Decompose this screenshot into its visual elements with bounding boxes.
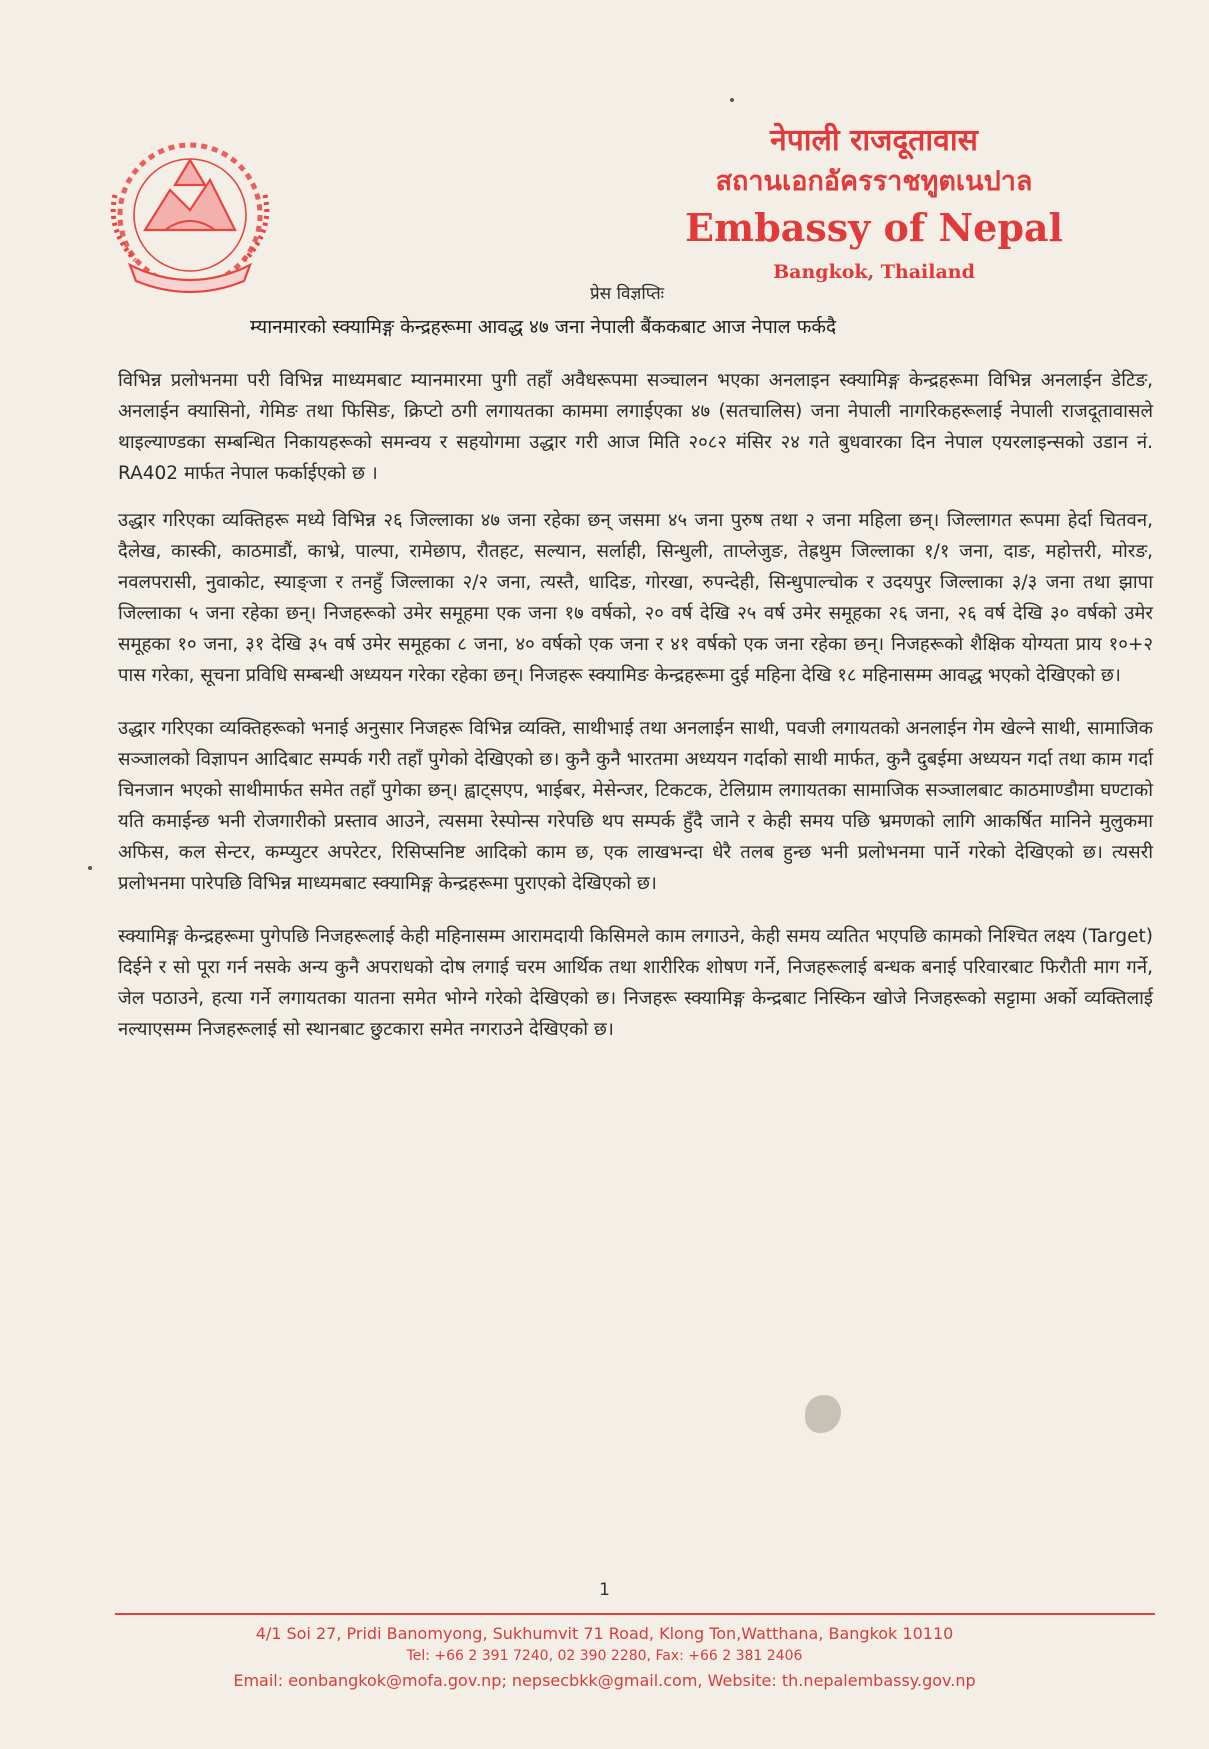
body-paragraph: स्क्यामिङ्ग केन्द्रहरूमा पुगेपछि निजहरूलाई केही महिनासम्म आरामदायी किसिमले काम लगाउने, केही समय व्यतित भएपछि कामको निश्चित लक्ष्य (Target) दिईने र सो पूरा गर्न नसके अन्य कुनै अपराधको दोष लगाई चरम आर्थिक तथा शारीरिक शोषण गर्ने, निजहरूलाई बन्धक बनाई परिवारबाट फिरौती माग गर्ने, जेल पठाउने, हत्या गर्ने लगायतका यातना समेत भोग्ने गरेको देखिएको छ। निजहरू स्क्यामिङ्ग केन्द्रबाट निस्किन खोजे निजहरूको सट्टामा अर्को व्यक्तिलाई नल्याएसम्म निजहरूलाई सो स्थानबाट छुटकारा समेत नगराउने देखिएको छ। (118, 926, 1153, 1040)
press-release-title: म्यानमारको स्क्यामिङ्ग केन्द्रहरूमा आवद्ध ४७ जना नेपाली बैंककबाट आज नेपाल फर्कदै (250, 316, 837, 338)
ink-smudge (805, 1395, 841, 1433)
body-paragraph: विभिन्न प्रलोभनमा परी विभिन्न माध्यमबाट म्यानमारमा पुगी तहाँ अवैधरूपमा सञ्चालन भएका अनलाइन स्क्यामिङ्ग केन्द्रहरूमा विभिन्न अनलाईन डेटिङ, अनलाईन क्यासिनो, गेमिङ तथा फिसिङ, क्रिप्टो ठगी लगायतका काममा लगाईएका ४७ (सतचालिस) जना नेपाली नागरिकहरूलाई नेपाली राजदूतावासले थाइल्याण्डका सम्बन्धित निकायहरूको समन्वय र सहयोगमा उद्धार गरी आज मिति २०८२ मंसिर २४ गते बुधवारका दिन नेपाल एयरलाइन्सको उडान नं. RA402 मार्फत नेपाल फर्काईएको छ । (118, 370, 1153, 484)
embassy-name-english: Embassy of Nepal (685, 205, 1063, 250)
paper-speck (730, 98, 734, 102)
embassy-city: Bangkok, Thailand (773, 261, 975, 283)
footer-divider (115, 1613, 1155, 1615)
footer-contact: Email: eonbangkok@mofa.gov.np; nepsecbkk@gmail.com, Website: th.nepalembassy.gov.np (233, 1671, 976, 1690)
footer-phone: Tel: +66 2 391 7240, 02 390 2280, Fax: +66 2 381 2406 (406, 1648, 803, 1664)
letterhead (634, 120, 1114, 286)
body-paragraph: उद्धार गरिएका व्यक्तिहरू मध्ये विभिन्न २६ जिल्लाका ४७ जना रहेका छन् जसमा ४५ जना पुरुष तथा २ जना महिला छन्। जिल्लागत रूपमा हेर्दा चितवन, दैलेख, कास्की, काठमाडौं, काभ्रे, पाल्पा, रामेछाप, रौतहट, सल्यान, सर्लाही, सिन्धुली, ताप्लेजुङ, तेह्रथुम जिल्लाका १/१ जना, दाङ, महोत्तरी, मोरङ, नवलपरासी, नुवाकोट, स्याङ्जा र तनहुँ जिल्लाका २/२ जना, त्यस्तै, धादिङ, गोरखा, रुपन्देही, सिन्धुपाल्चोक र उदयपुर जिल्लाका ३/३ जना तथा झापा जिल्लाका ५ जना रहेका छन्। निजहरूको उमेर समूहमा एक जना १७ वर्षको, २० वर्ष देखि २५ वर्ष उमेर समूहका २६ जना, २६ वर्ष देखि ३० वर्षको उमेर समूहका १० जना, ३१ देखि ३५ वर्ष उमेर समूहका ८ जना, ४० वर्षको एक जना र ४१ वर्षको एक जना रहेका छन्। निजहरूको शैक्षिक योग्यता प्राय १०+२ पास गरेका, सूचना प्रविधि सम्बन्धी अध्ययन गरेका रहेका छन्। निजहरू स्क्यामिङ केन्द्रहरूमा दुई महिना देखि १८ महिनासम्म आवद्ध भएको देखिएको छ। (118, 510, 1153, 686)
body-paragraph: उद्धार गरिएका व्यक्तिहरूको भनाई अनुसार निजहरू विभिन्न व्यक्ति, साथीभाई तथा अनलाईन साथी, पवजी लगायतको अनलाईन गेम खेल्ने साथी, सामाजिक सञ्जालको विज्ञापन आदिबाट सम्पर्क गरी तहाँ पुगेको देखिएको छ। कुनै कुनै भारतमा अध्ययन गर्दाको साथी मार्फत, कुनै दुबईमा अध्ययन गर्दा तथा काम गर्दा चिनजान भएको साथीमार्फत समेत तहाँ पुगेका छन्। ह्वाट्सएप, भाईबर, मेसेन्जर, टिकटक, टेलिग्राम लगायतका सामाजिक सञ्जालबाट काठमाण्डौमा घण्टाको यति कमाईन्छ भनी रोजगारीको प्रस्ताव आउने, त्यसमा रेस्पोन्स गरेपछि थप सम्पर्क हुँदै जाने र केही समय पछि भ्रमणको लागि आकर्षित मानिने मुलुकमा अफिस, कल सेन्टर, कम्प्युटर अपरेटर, रिसिप्सनिष्ट आदिको काम छ, एक लाखभन्दा धेरै तलब हुन्छ भनी प्रलोभनमा पार्ने गरेको देखिएको छ। त्यसरी प्रलोभनमा पारेपछि विभिन्न माध्यमबाट स्क्यामिङ्ग केन्द्रहरूमा पुराएको देखिएको छ। (118, 718, 1153, 894)
embassy-name-nepali: नेपाली राजदूतावास (770, 123, 978, 158)
footer (0, 1622, 1209, 1696)
nepal-emblem-icon (95, 125, 285, 315)
press-release-label: प्रेस विज्ञप्तिः (590, 284, 665, 304)
embassy-name-thai: สถานเอกอัครราชทูตเนปาล (715, 166, 1033, 197)
press-release-body (118, 365, 1153, 1061)
footer-address: 4/1 Soi 27, Pridi Banomyong, Sukhumvit 71 Road, Klong Ton,Watthana, Bangkok 10110 (255, 1624, 954, 1643)
paper-speck (88, 866, 92, 870)
page-number: 1 (599, 1580, 610, 1600)
